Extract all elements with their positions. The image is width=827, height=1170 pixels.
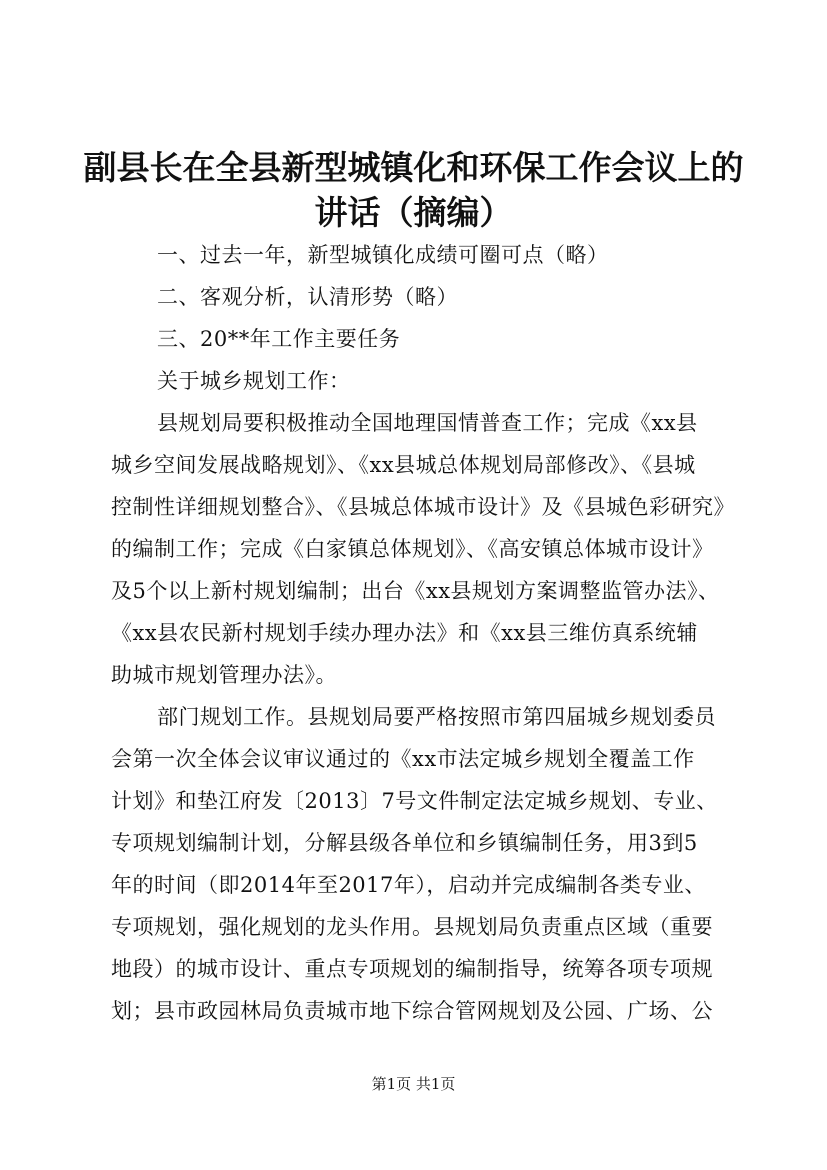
section-heading-3: 三、20**年工作主要任务 [157, 327, 401, 351]
paragraph-1-line: 及5个以上新村规划编制；出台《xx县规划方案调整监管办法》、 [111, 579, 720, 603]
paragraph-2-line: 部门规划工作。县规划局要严格按照市第四届城乡规划委员 [157, 705, 716, 729]
paragraph-1-line: 助城市规划管理办法》。 [111, 663, 337, 687]
paragraph-2-line: 计划》和垫江府发〔2013〕7号文件制定法定城乡规划、专业、 [111, 789, 718, 813]
paragraph-1-line: 县规划局要积极推动全国地理国情普查工作；完成《xx县 [157, 411, 698, 435]
subsection-heading: 关于城乡规划工作： [157, 369, 351, 393]
paragraph-1-line: 《xx县农民新村规划手续办理办法》和《xx县三维仿真系统辅 [111, 621, 698, 645]
page-number-footer: 第1页 共1页 [371, 1075, 456, 1093]
paragraph-2-line: 划；县市政园林局负责城市地下综合管网规划及公园、广场、公 [111, 999, 713, 1023]
document-title-line-1: 副县长在全县新型城镇化和环保工作会议上的 [83, 148, 744, 187]
paragraph-1-line: 控制性详细规划整合》、《县城总体城市设计》及《县城色彩研究》 [111, 495, 735, 519]
paragraph-2-line: 地段）的城市设计、重点专项规划的编制指导，统筹各项专项规 [111, 957, 713, 981]
paragraph-1-line: 的编制工作；完成《白家镇总体规划》、《高安镇总体城市设计》 [111, 537, 714, 561]
paragraph-2-line: 专项规划，强化规划的龙头作用。县规划局负责重点区域（重要 [111, 915, 713, 939]
document-title-line-2: 讲话（摘编） [314, 193, 513, 232]
paragraph-2-line: 会第一次全体会议审议通过的《xx市法定城乡规划全覆盖工作 [111, 747, 695, 771]
section-heading-2: 二、客观分析，认清形势（略） [157, 285, 458, 309]
paragraph-2-line: 年的时间（即2014年至2017年），启动并完成编制各类专业、 [111, 873, 706, 897]
paragraph-1-line: 城乡空间发展战略规划》、《xx县城总体规划局部修改》、《县城 [111, 453, 696, 477]
section-heading-1: 一、过去一年，新型城镇化成绩可圈可点（略） [157, 243, 609, 267]
paragraph-2-line: 专项规划编制计划，分解县级各单位和乡镇编制任务，用3到5 [111, 831, 698, 855]
